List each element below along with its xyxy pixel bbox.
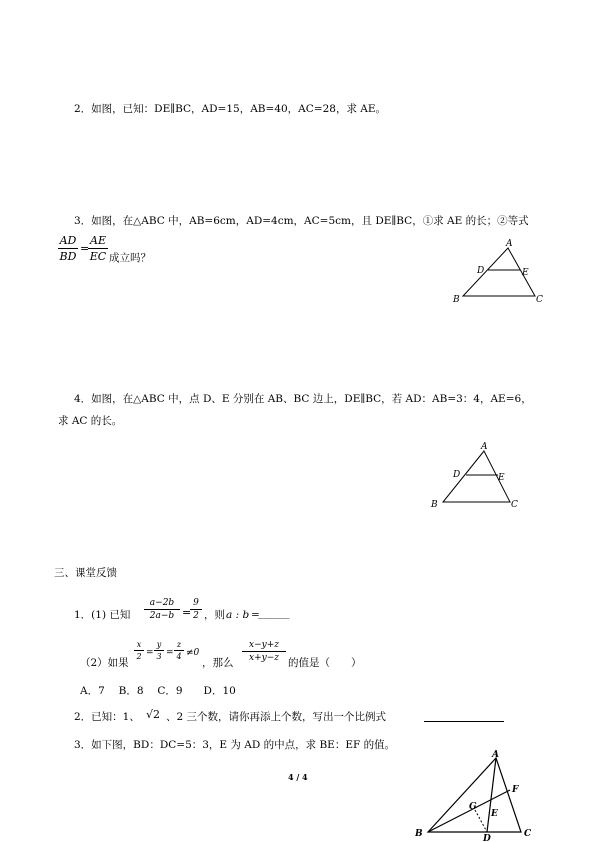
- label-e: E: [522, 268, 529, 278]
- label-b: B: [431, 500, 438, 510]
- fraction-bar: [190, 609, 202, 610]
- label-b: B: [453, 295, 460, 305]
- fraction-denominator: 2a−b: [149, 611, 175, 621]
- question-2-text: 2．如图，已知：DE∥BC，AD=15，AB=40，AC=28，求 AE。: [74, 103, 387, 115]
- segment-gd-dashed: [475, 810, 487, 832]
- fraction-bar: [58, 248, 78, 249]
- ratio-equals: =: [251, 609, 260, 621]
- equals-sign: =: [80, 242, 90, 255]
- answer-blank-2[interactable]: [424, 720, 504, 722]
- triangle-figure-q4: [428, 440, 528, 515]
- label-d: D: [453, 470, 461, 480]
- fraction-denominator: x+y−z: [249, 653, 279, 663]
- fraction-denominator: 4: [176, 652, 182, 661]
- triangle-figure-q3: [450, 238, 550, 308]
- fraction-y-3: [154, 640, 164, 661]
- fraction-numerator: x−y+z: [249, 640, 279, 650]
- fraction-denominator: 3: [156, 652, 162, 661]
- fraction-numerator: a−2b: [149, 598, 175, 608]
- eq-sign-1: =: [146, 648, 154, 658]
- feedback-1-prefix: 1．(1) 已知: [74, 609, 131, 621]
- label-a: A: [492, 750, 499, 760]
- fraction-ad-bd: [58, 234, 78, 263]
- fraction-z-4: [174, 640, 184, 661]
- label-c: C: [536, 295, 543, 305]
- feedback-1-mid: ，则: [204, 609, 225, 621]
- triangle-abc: [428, 758, 521, 832]
- equals-sign: =: [182, 606, 192, 619]
- label-d: D: [477, 266, 485, 276]
- fraction-bar: [134, 650, 144, 651]
- label-c: C: [511, 500, 518, 510]
- fraction-bar: [242, 651, 286, 652]
- fraction-x-2: [134, 640, 144, 661]
- fraction-bar: [88, 248, 108, 249]
- eq-sign-2: =: [166, 648, 174, 658]
- page-number: 4 / 4: [288, 772, 308, 782]
- fraction-bar: [174, 650, 184, 651]
- feedback-1b-mid: ，那么: [202, 657, 234, 669]
- label-b: B: [415, 829, 423, 839]
- fraction-denominator: 2: [193, 611, 199, 621]
- fraction-denominator: 2: [136, 652, 142, 661]
- feedback-2-tail: 、2 三个数，请你再添上个数，写出一个比例式: [166, 711, 387, 723]
- sqrt-two: √2: [146, 708, 161, 721]
- label-f: F: [512, 785, 519, 795]
- fraction-expression: [242, 640, 286, 663]
- question-4-line2: 求 AC 的长。: [58, 415, 123, 427]
- feedback-1b-prefix: （2）如果: [80, 657, 129, 669]
- fraction-numerator: x: [136, 640, 142, 649]
- segment-ad: [487, 758, 496, 832]
- triangle-figure-f3: [415, 750, 545, 842]
- answer-options: A．7 B．8 C．9 D．10: [80, 685, 236, 697]
- label-e: E: [491, 809, 498, 819]
- question-3-text: 3．如图，在△ABC 中，AB=6cm，AD=4cm，AC=5cm，且 DE∥BC，①求 AE 的长；②等式: [74, 215, 529, 227]
- question-3-tail: 成立吗？: [109, 252, 151, 264]
- fraction-given: [144, 598, 180, 621]
- fraction-numerator: z: [176, 640, 182, 649]
- fraction-bar: [154, 650, 164, 651]
- feedback-3-text: 3．如下图，BD：DC=5：3，E 为 AD 的中点，求 BE：EF 的值。: [74, 739, 396, 751]
- fraction-numerator: 9: [193, 598, 199, 608]
- fraction-numerator: y: [156, 640, 162, 649]
- feedback-1b-tail: 的值是（ ）: [288, 657, 362, 669]
- label-g: G: [469, 802, 477, 812]
- fraction-denominator: BD: [59, 250, 77, 263]
- label-a: A: [481, 442, 488, 452]
- fraction-bar: [144, 609, 180, 610]
- section-title: 三、课堂反馈: [54, 567, 117, 579]
- ratio-ab: a : b: [226, 609, 250, 621]
- not-zero: ≠0: [186, 648, 200, 658]
- label-a: A: [506, 239, 513, 249]
- fraction-denominator: EC: [89, 250, 107, 263]
- fraction-numerator: AE: [90, 234, 106, 247]
- feedback-2-prefix: 2．已知：1、: [74, 711, 140, 723]
- answer-blank-1[interactable]: ______: [258, 607, 290, 619]
- fraction-rhs: [190, 598, 202, 621]
- label-c: C: [524, 829, 532, 839]
- label-e: E: [498, 473, 505, 483]
- fraction-numerator: AD: [59, 234, 77, 247]
- fraction-ae-ec: [88, 234, 108, 263]
- label-d: D: [483, 834, 491, 842]
- question-4-line1: 4．如图，在△ABC 中，点 D、E 分别在 AB、BC 边上，DE∥BC，若 AD：AB=3：4，AE=6，: [74, 393, 532, 405]
